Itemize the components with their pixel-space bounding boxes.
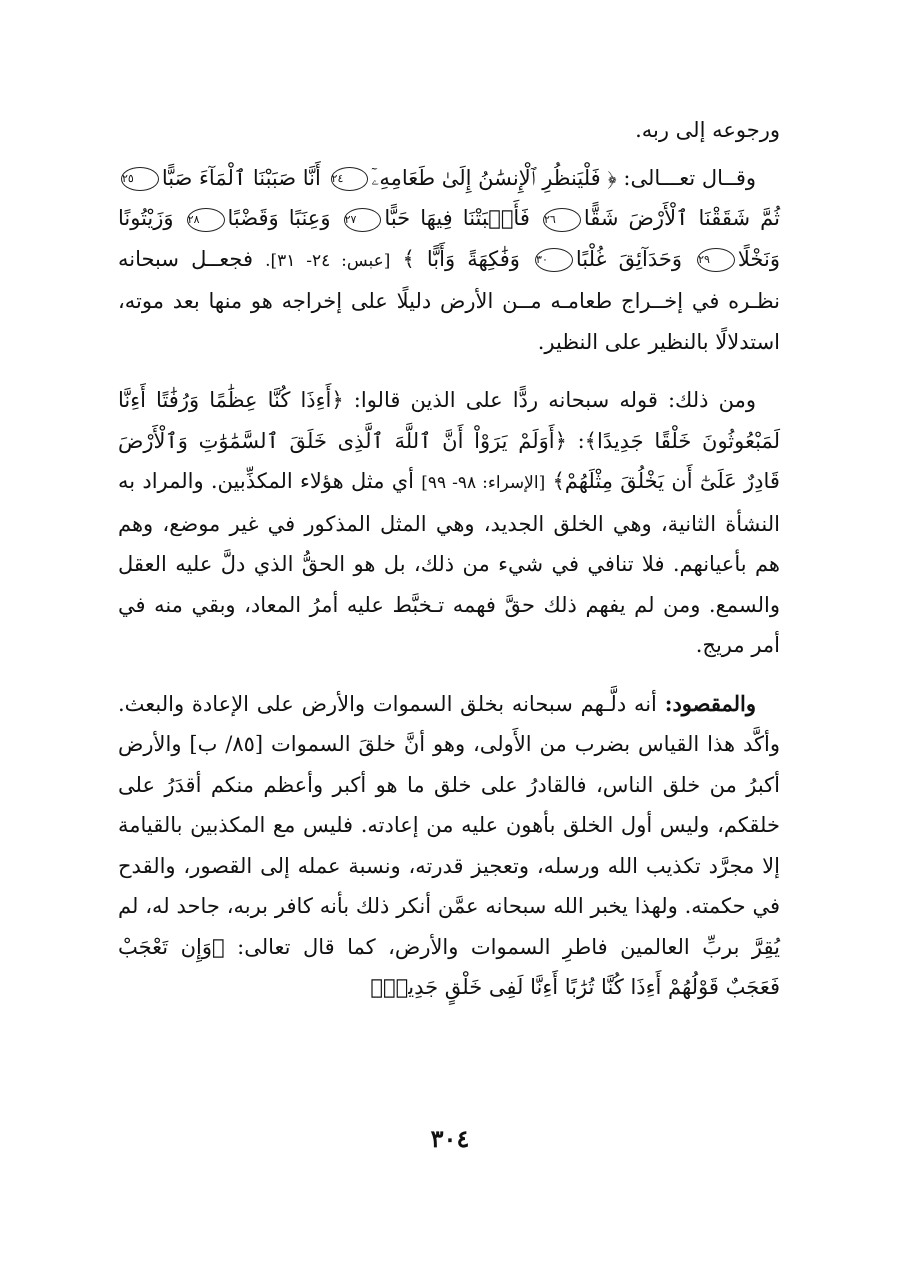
paragraph-abasa	[118, 158, 780, 363]
para1-body: فجعــل سبحانه نظـره في إخــراج طعامـه مــن الأرض دليلًا على إخراجه هو منها بعد موته، استدلالًا بالنظير على النظير.	[118, 246, 780, 354]
verse-segment: فَأَنۢبَتْنَا فِيهَا حَبًّا	[384, 206, 530, 230]
verse-segment: ثُمَّ شَقَقْنَا ٱلْأَرْضَ شَقًّا	[583, 206, 780, 230]
verse-segment: وَعِنَبًا وَقَضْبًا	[227, 206, 331, 230]
surah-reference: [عبس: ٢٤- ٣١].	[265, 250, 391, 271]
para1-lead: وقــال تعـــالى:	[623, 165, 756, 190]
ayah-number-marker: ٢٧	[344, 208, 382, 232]
surah-reference: [الإسراء: ٩٨- ٩٩]	[421, 473, 546, 493]
para2-lead: ومن ذلك: قوله سبحانه ردًّا على الذين قالوا:	[353, 388, 756, 412]
ayah-number-marker: ٢٥	[121, 167, 159, 191]
para3-lead: والمقصود:	[664, 690, 756, 716]
ayah-number-marker: ٢٨	[187, 208, 225, 232]
paragraph-maqsud	[118, 684, 780, 1008]
para2-colon: :	[577, 428, 585, 453]
para2-body: أي مثل هؤلاء المكذِّبين. والمراد به النشأة الثانية، وهي الخلق الجديد، وهي المثل المذكور في غير موضع، وهم هم بأعيانهم. فلا تنافي في شيء من ذلك، بل هو الحقُّ الذي دلَّ عليه العقل والسمع. ومن لم يفهم ذلك حقَّ فهمه تـخبَّط عليه أمرُ المعاد، وبقي منه في أمر مريج.	[118, 469, 780, 657]
quran-verse-isra-2: ﴿أَوَلَمْ يَرَوْاْ أَنَّ ٱللَّهَ ٱلَّذِى خَلَقَ ٱلسَّمَٰوَٰتِ وَٱلْأَرْضَ قَادِرٌ عَلَىٰٓ أَن يَخْلُقَ مِثْلَهُمْ﴾	[118, 428, 780, 493]
ayah-number-marker: ٣٠	[535, 248, 573, 272]
verse-segment: أَنَّا صَبَبْنَا ٱلْمَآءَ صَبًّا	[161, 165, 321, 190]
ayah-number-marker: ٢٦	[543, 208, 581, 232]
quran-verse-isra-1: ﴿أَءِذَا كُنَّا عِظَٰمًا وَرُفَٰتًا أَءِنَّا لَمَبْعُوثُونَ خَلْقًا جَدِيدًا﴾	[118, 388, 780, 453]
verse-open-bracket: ﴿	[607, 165, 617, 190]
verse-segment: فَلْيَنظُرِ ٱلْإِنسَٰنُ إِلَىٰ طَعَامِهِۦٓ	[371, 165, 601, 190]
verse-segment: وَزَيْتُونًا وَنَخْلًا	[118, 206, 780, 271]
verse-segment: وَفَٰكِهَةً وَأَبًّا	[426, 246, 520, 271]
intro-line	[118, 110, 780, 151]
para3-body: أنه دلَّـهم سبحانه بخلق السموات والأرض على الإعادة والبعث. وأكَّد هذا القياس بضرب من الأَولى، وهو أنَّ خلقَ السموات [٨٥/ ب] والأرض أكبرُ من خلق الناس، فالقادرُ على خلق ما هو أكبر وأعظم منكم أقدَرُ على خلقكم، وليس أول الخلق بأهون عليه من إعادته. فليس مع المكذبين بالقيامة إلا مجرَّد تكذيب الله ورسله، وتعجيز قدرته، ونسبة عمله إلى القصور، والقدح في حكمته. ولهذا يخبر الله سبحانه عمَّن أنكر ذلك بأنه كافر بربه، جاحد له، لم يُقِرَّ بربِّ العالمين فاطرِ السموات والأرض، كما قال تعالى:	[118, 691, 780, 959]
verse-segment: وَحَدَآئِقَ غُلْبًا	[575, 246, 682, 271]
paragraph-isra	[118, 380, 780, 666]
intro-text: ورجوعه إلى ربه.	[635, 118, 780, 142]
page-text	[118, 110, 780, 1008]
quran-verse-raad: ﴿وَإِن تَعْجَبْ فَعَجَبٌ قَوْلُهُمْ أَءِذَا كُنَّا تُرَٰبًا أَءِنَّا لَفِى خَلْقٍ جَدِيدٍۗ	[118, 934, 780, 999]
ayah-number-marker: ٢٤	[331, 167, 369, 191]
ayah-number-marker: ٢٩	[697, 248, 735, 272]
verse-close-bracket: ﴾	[402, 246, 415, 271]
page-number: ٣٠٤	[430, 1124, 470, 1153]
